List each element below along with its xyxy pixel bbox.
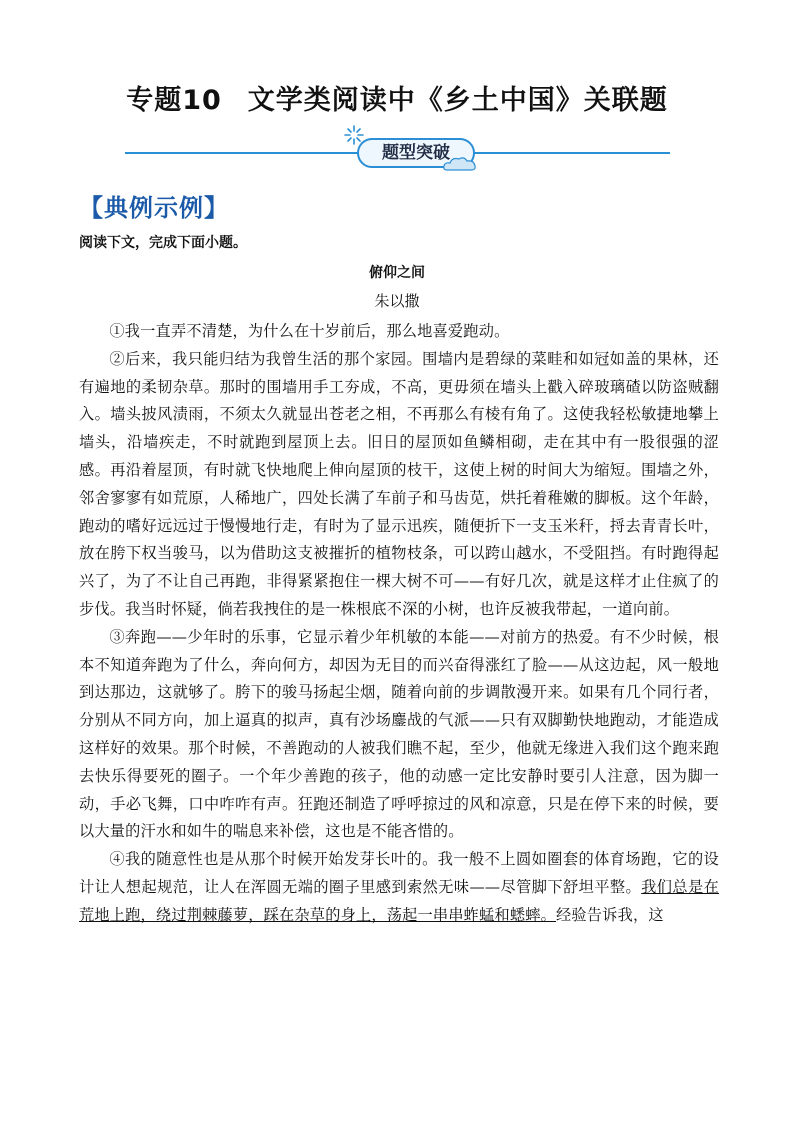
article-body: [79, 318, 719, 930]
paragraph-4-text: ④我的随意性也是从那个时候开始发芽长叶的。我一般不上圆如圈套的体育场跑，它的设计让人想起规范，让人在浑圆无端的圈子里感到索然无味——尽管脚下舒坦平整。: [79, 850, 719, 896]
reading-instruction: 阅读下文，完成下面小题。: [79, 235, 247, 251]
cloud-icon: [443, 156, 477, 172]
paragraph-2: ②后来，我只能归结为我曾生活的那个家园。围墙内是碧绿的菜畦和如冠如盖的果林，还有遍地的柔韧杂草。那时的围墙用手工夯成，不高，更毋须在墙头上戳入碎玻璃碴以防盗贼翻入。墙头披风渍雨，不须太久就显出苍老之相，不再那么有棱有角了。这使我轻松敏捷地攀上墙头，沿墙疾走，不时就跑到屋顶上去。旧日的屋顶如鱼鳞相砌，走在其中有一股很强的涩感。再沿着屋顶，有时就飞快地爬上伸向屋顶的枝干，这使上树的时间大为缩短。围墙之外，邻舍寥寥有如荒原，人稀地广，四处长满了车前子和马齿苋，烘托着稚嫩的脚板。这个年龄，跑动的嗜好远远过于慢慢地行走，有时为了显示迅疾，随便折下一支玉米秆，捋去青青长叶，放在胯下权当骏马，以为借助这支被摧折的植物枝条，可以跨山越水，不受阻挡。有时跑得起兴了，为了不让自己再跑，非得紧紧抱住一棵大树不可——有好几次，就是这样才止住疯了的步伐。我当时怀疑，倘若我拽住的是一株根底不深的小树，也许反被我带起，一道向前。: [79, 349, 719, 618]
underlined-sentence: 我们总是在荒地上跑，绕过荆棘藤萝，踩在杂草的身上，荡起一串串蚱蜢和蟋蟀。: [79, 877, 719, 924]
section-banner: [125, 130, 665, 180]
section-heading: 【典例示例】: [79, 194, 229, 222]
banner-left-rule: [125, 152, 360, 154]
paragraph-3: ③奔跑——少年时的乐事，它显示着少年机敏的本能——对前方的热爱。有不少时候，根本不知道奔跑为了什么，奔向何方，却因为无目的而兴奋得涨红了脸——从这边起，风一般地到达那边，这就够了。胯下的骏马扬起尘烟，随着向前的步调散漫开来。如果有几个同行者，分别从不同方向，加上逼真的拟声，真有沙场鏖战的气派——只有双脚勤快地跑动，才能造成这样好的效果。那个时候，不善跑动的人被我们瞧不起，至少，他就无缘进入我们这个跑来跑去快乐得要死的圈子。一个年少善跑的孩子，他的动感一定比安静时要引人注意，因为脚一动，手必飞舞，口中咋咋有声。狂跑还制造了呼呼掠过的风和凉意，只是在停下来的时候，要以大量的汗水和如牛的喘息来补偿，这也是不能吝惜的。: [79, 627, 719, 841]
page-title: [0, 78, 794, 117]
article-title: 俯仰之间: [369, 265, 425, 281]
paragraph-4-continuation: 经验告诉我，这: [556, 905, 664, 924]
article-author: 朱以撒: [374, 292, 420, 310]
paragraph-1: ①我一直弄不清楚，为什么在十岁前后，那么地喜爱跑动。: [109, 322, 510, 340]
paragraph-4: [79, 846, 719, 929]
title-topic-number: 专题10: [126, 85, 222, 116]
title-topic-name: 文学类阅读中《乡土中国》关联题: [247, 85, 668, 116]
banner-label: 题型突破: [357, 138, 475, 168]
banner-right-rule: [470, 152, 670, 154]
